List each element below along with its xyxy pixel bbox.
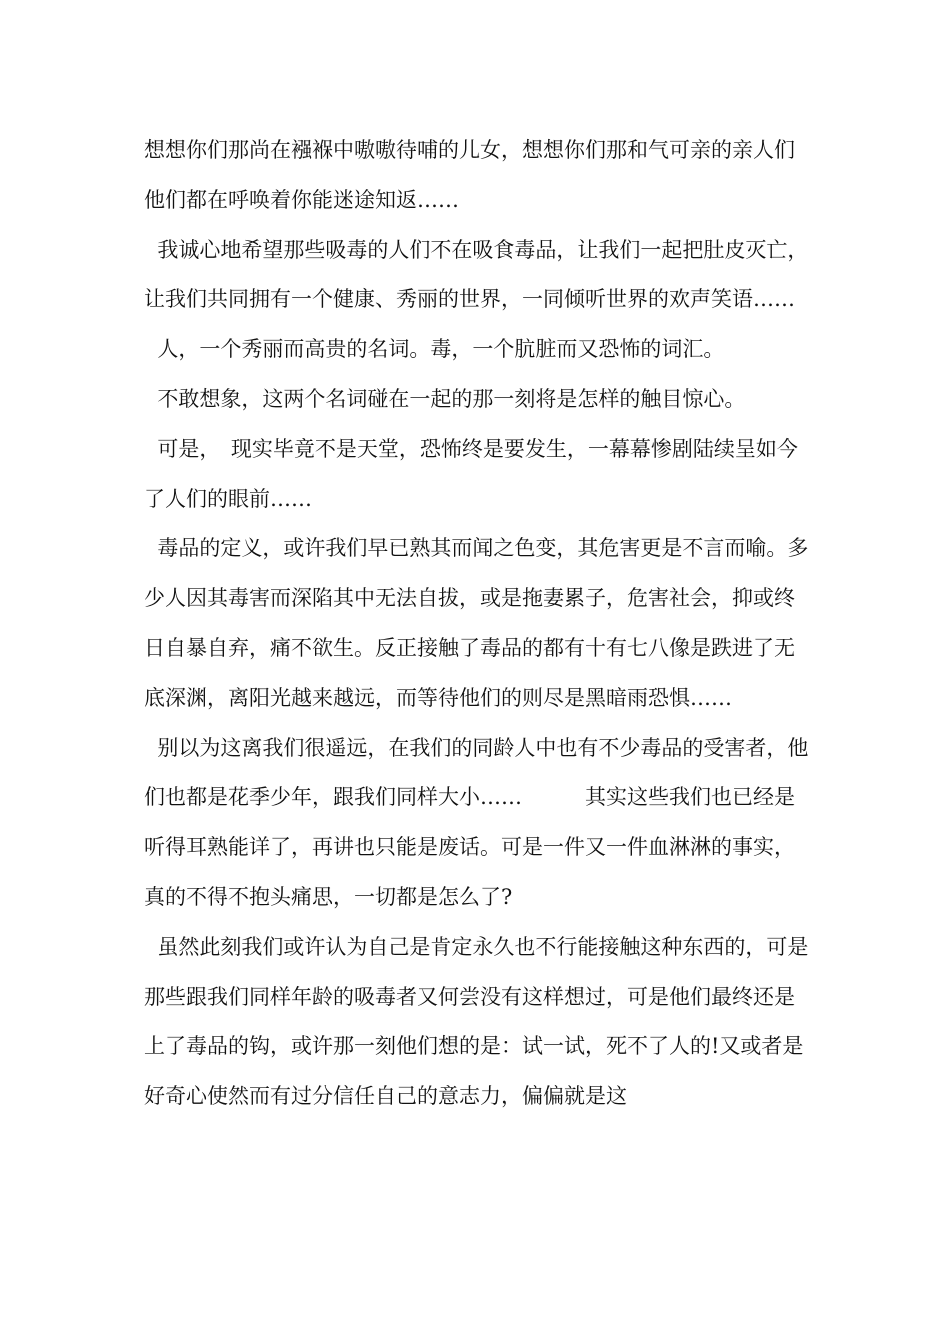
paragraph-2: 我诚心地希望那些吸毒的人们不在吸食毒品，让我们一起把肚皮灭亡，让我们共同拥有一个健康、秀丽的世界，一同倾听世界的欢声笑语…… xyxy=(144,237,809,312)
paragraph-1: 想想你们那尚在襁褓中嗷嗷待哺的儿女，想想你们那和气可亲的亲人们他们都在呼唤着你能迷途知返…… xyxy=(144,138,795,212)
paragraph-4: 不敢想象，这两个名词碰在一起的那一刻将是怎样的触目惊心。 xyxy=(144,386,746,411)
paragraph-5: 可是， 现实毕竟不是天堂，恐怖终是要发生，一幕幕惨剧陆续呈如今了人们的眼前…… xyxy=(144,436,798,511)
paragraph-8: 虽然此刻我们或许认为自己是肯定永久也不行能接触这种东西的，可是那些跟我们同样年龄的吸毒者又何尝没有这样想过，可是他们最终还是上了毒品的钩，或许那一刻他们想的是：试一试，死不了人的!又或者是好奇心使然而有过分信任自己的意志力，偏偏就是这 xyxy=(144,934,809,1109)
paragraph-7: 别以为这离我们很遥远，在我们的同龄人中也有不少毒品的受害者，他们也都是花季少年，跟我们同样大小…… 其实这些我们也已经是听得耳熟能详了，再讲也只能是废话。可是一件又一件血淋淋的事实，真的不得不抱头痛思，一切都是怎么了? xyxy=(144,735,809,909)
paragraph-3: 人，一个秀丽而高贵的名词。毒，一个肮脏而又恐怖的词汇。 xyxy=(144,337,725,362)
document-body xyxy=(144,126,814,1122)
paragraph-6: 毒品的定义，或许我们早已熟其而闻之色变，其危害更是不言而喻。多少人因其毒害而深陷其中无法自拔，或是拖妻累子，危害社会，抑或终日自暴自弃，痛不欲生。反正接触了毒品的都有十有七八像是跌进了无底深渊，离阳光越来越远，而等待他们的则尽是黑暗雨恐惧…… xyxy=(144,536,809,710)
